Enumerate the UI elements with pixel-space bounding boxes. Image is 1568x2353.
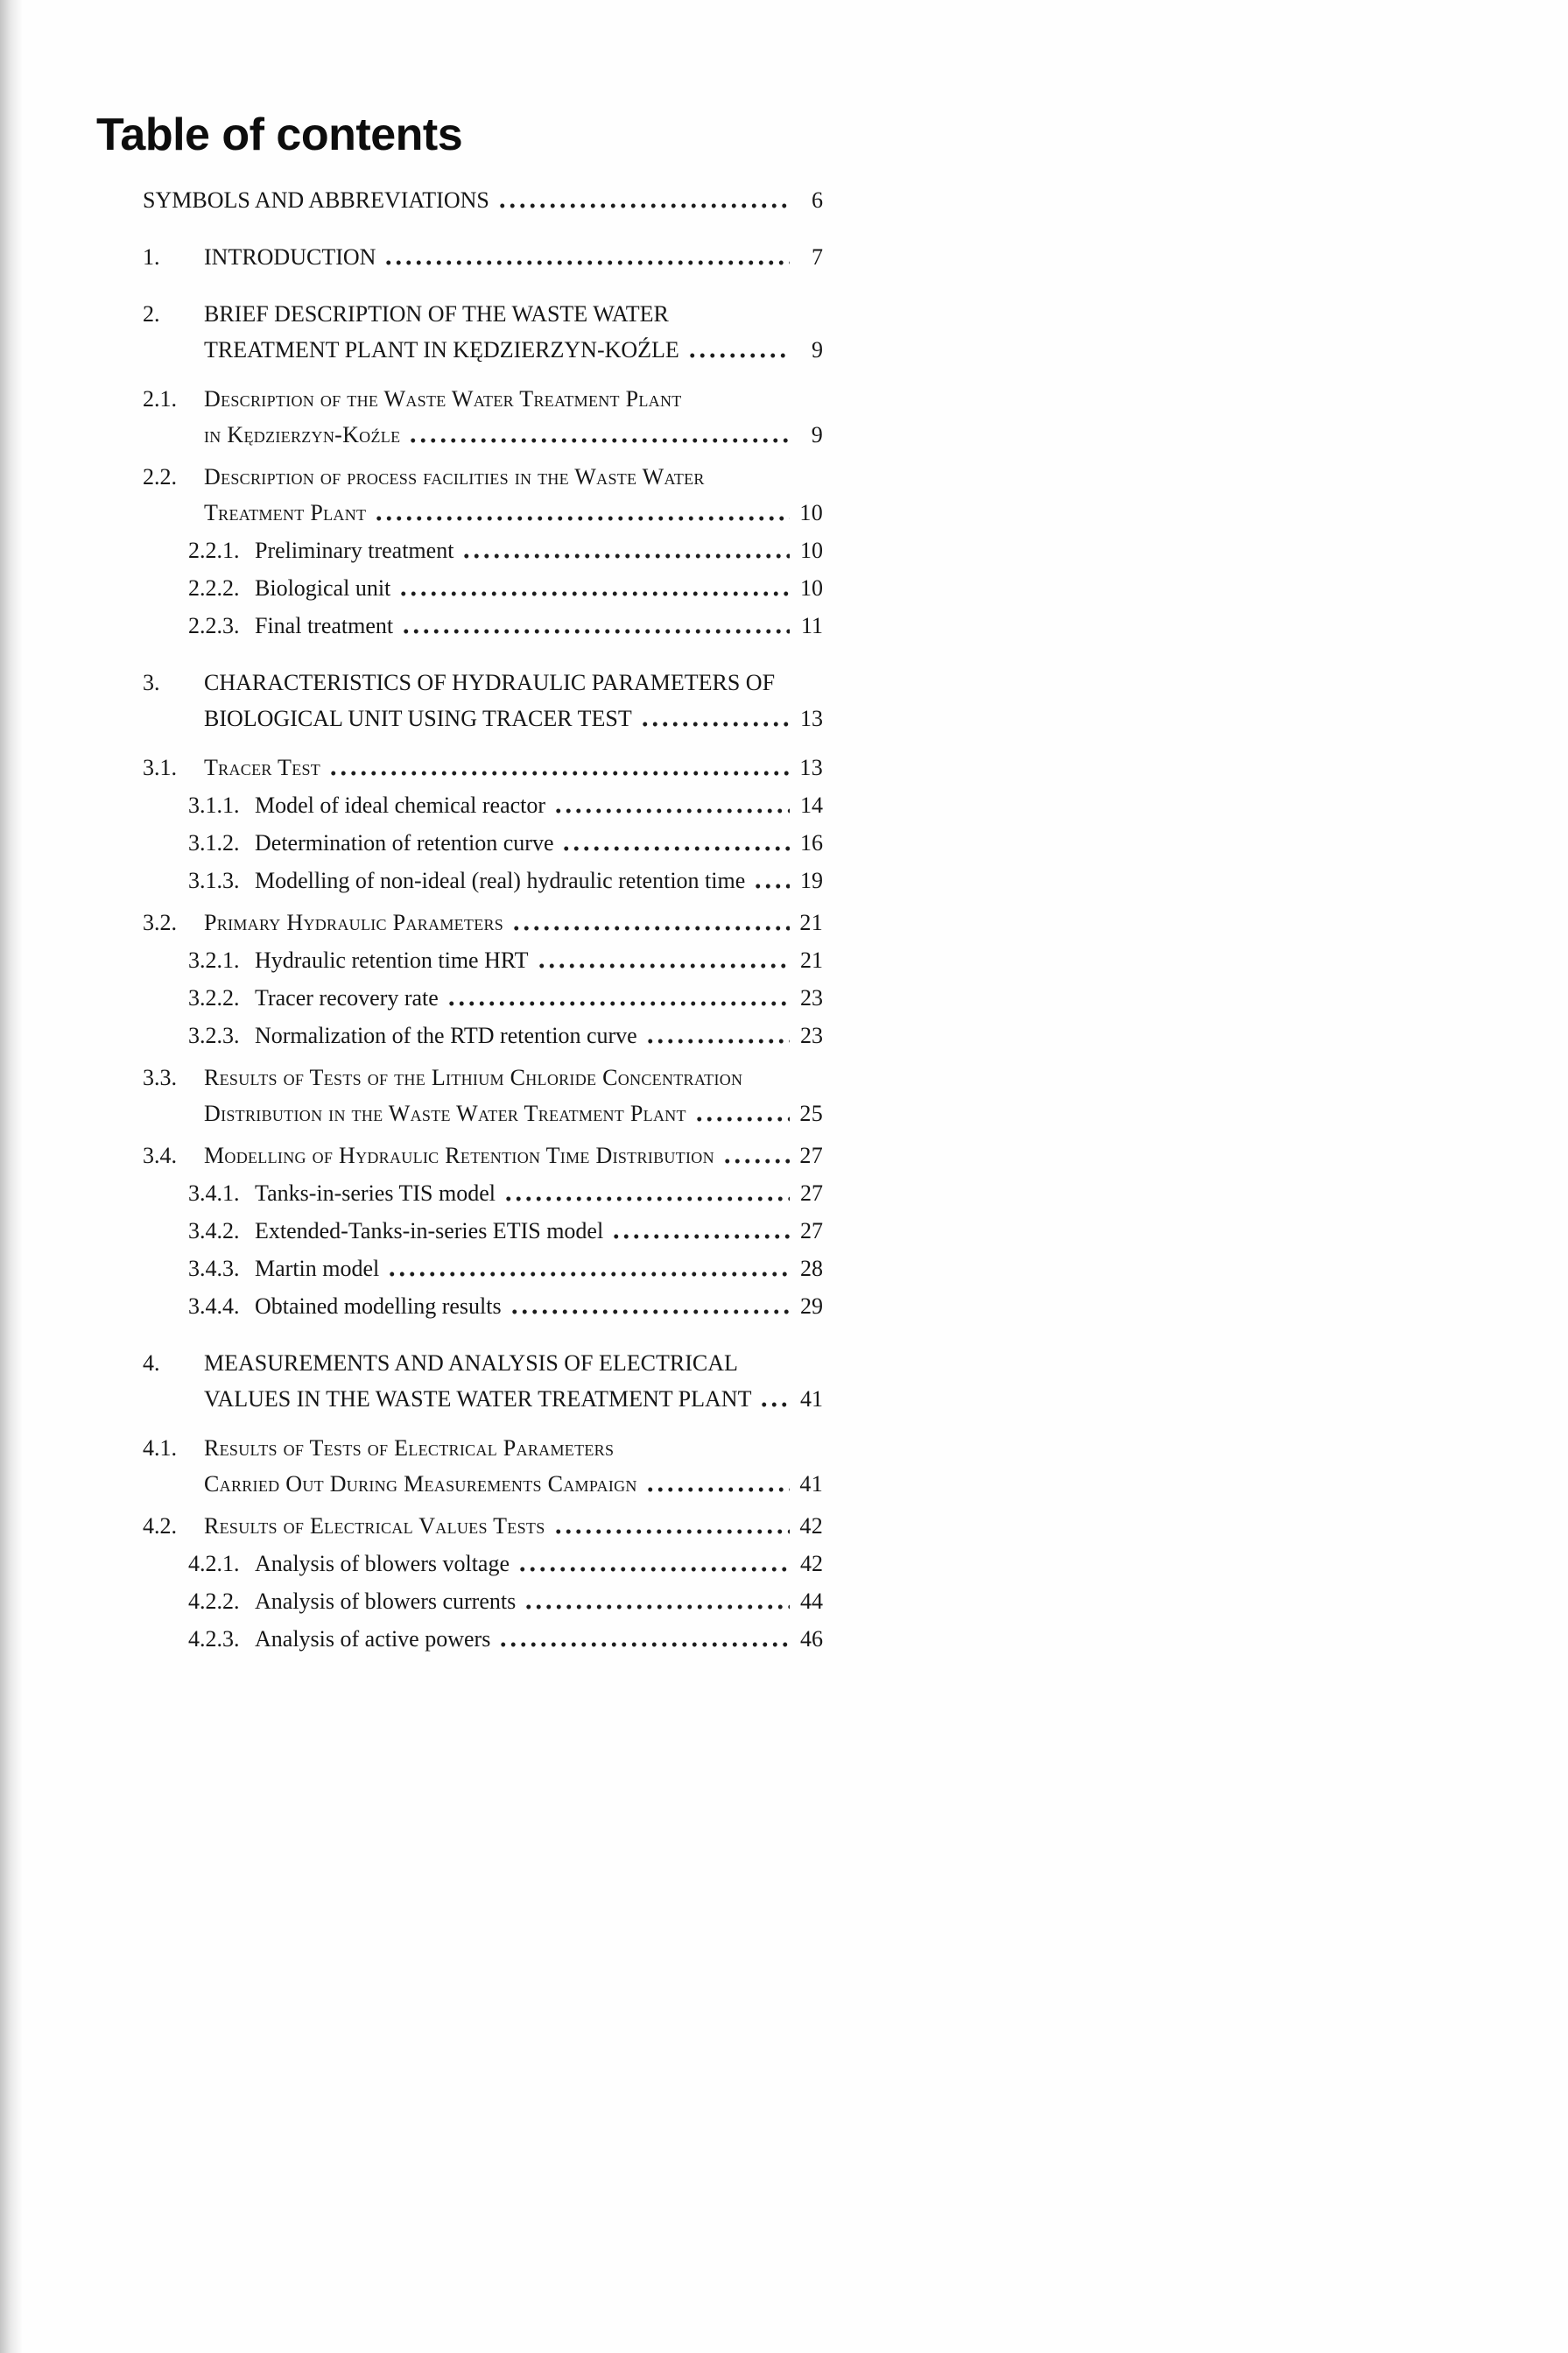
entry-text: Tanks-in-series TIS model — [255, 1180, 496, 1206]
entry-number: 4. — [143, 1350, 160, 1376]
dot-leader — [385, 1250, 790, 1286]
dot-leader — [382, 239, 790, 275]
entry-text: BRIEF DESCRIPTION OF THE WASTE WATER — [204, 301, 669, 327]
entry-number: 4.1. — [143, 1435, 177, 1461]
dot-leader — [559, 825, 790, 861]
page-number: 41 — [800, 1386, 823, 1412]
toc-entry-3-4-2 — [143, 1213, 823, 1249]
entry-text: Tracer recovery rate — [255, 985, 439, 1011]
entry-text: Tracer Test — [204, 755, 321, 780]
entry-text: Results of Electrical Values Tests — [204, 1513, 545, 1539]
toc-entry-3-1-1 — [143, 787, 823, 823]
page-number: 21 — [799, 910, 823, 935]
scan-edge-shadow — [0, 0, 23, 2353]
entry-text: Analysis of blowers currents — [255, 1589, 517, 1614]
dot-leader — [397, 570, 790, 606]
dot-leader — [552, 787, 790, 823]
dot-leader — [643, 1466, 790, 1502]
dot-leader — [757, 1381, 790, 1417]
page-number: 28 — [800, 1256, 823, 1281]
toc-entry-1 — [143, 239, 823, 275]
dot-leader — [516, 1546, 790, 1582]
entry-number: 3.4.2. — [188, 1218, 240, 1243]
toc-entry-symbols — [143, 182, 823, 218]
entry-text: Analysis of blowers voltage — [255, 1551, 510, 1576]
entry-text: Treatment Plant — [204, 500, 367, 525]
dot-leader — [638, 701, 790, 736]
entry-number: 2.2.1. — [188, 538, 240, 563]
entry-number: 3.4.3. — [188, 1256, 240, 1281]
page-number: 27 — [800, 1218, 823, 1243]
entry-text: Carried Out During Measurements Campaign — [204, 1471, 637, 1497]
entry-text: Description of process facilities in the Waste Water — [204, 464, 705, 490]
dot-leader — [372, 495, 790, 531]
toc-entry-2-2 — [143, 459, 823, 531]
entry-text: MEASUREMENTS AND ANALYSIS OF ELECTRICAL — [204, 1350, 738, 1376]
toc-entry-2 — [143, 296, 823, 368]
entry-text: Preliminary treatment — [255, 538, 454, 563]
dot-leader — [399, 608, 790, 644]
page-number: 10 — [800, 575, 823, 601]
entry-text: Extended-Tanks-in-series ETIS model — [255, 1218, 604, 1243]
toc-entry-3-2-3 — [143, 1018, 823, 1053]
dot-leader — [406, 417, 790, 453]
entry-text: Description of the Waste Water Treatment Plant — [204, 386, 682, 412]
entry-text: Determination of retention curve — [255, 830, 554, 856]
entry-text: CHARACTERISTICS OF HYDRAULIC PARAMETERS OF — [204, 670, 776, 695]
entry-text: TREATMENT PLANT IN KĘDZIERZYN-KOŹLE — [204, 337, 679, 363]
toc-entry-4-1 — [143, 1430, 823, 1502]
dot-leader — [609, 1213, 790, 1249]
toc-entry-3-4-1 — [143, 1175, 823, 1211]
entry-number: 2.1. — [143, 386, 177, 412]
entry-text: Modelling of non-ideal (real) hydraulic retention time — [255, 868, 746, 893]
page-number: 11 — [800, 613, 823, 638]
entry-number: 3.4.4. — [188, 1293, 240, 1319]
page-number: 16 — [800, 830, 823, 856]
entry-number: 3.1.1. — [188, 793, 240, 818]
page-number: 21 — [800, 948, 823, 973]
entry-text: Distribution in the Waste Water Treatment Plant — [204, 1101, 686, 1126]
toc-entry-4-2-2 — [143, 1583, 823, 1619]
toc-entry-2-1 — [143, 381, 823, 453]
toc-entry-4 — [143, 1345, 823, 1417]
entry-text: Martin model — [255, 1256, 380, 1281]
page-number: 46 — [800, 1626, 823, 1652]
dot-leader — [552, 1508, 790, 1544]
page-number: 27 — [799, 1143, 823, 1168]
entry-number: 3.1.3. — [188, 868, 240, 893]
page-number: 14 — [800, 793, 823, 818]
toc-entry-4-2-3 — [143, 1621, 823, 1657]
toc-entry-3-1 — [143, 750, 823, 786]
dot-leader — [643, 1018, 790, 1053]
toc-entry-2-2-3 — [143, 608, 823, 644]
entry-number: 4.2. — [143, 1513, 177, 1539]
entry-text: Analysis of active powers — [255, 1626, 491, 1652]
entry-text: Biological unit — [255, 575, 391, 601]
entry-number: 2. — [143, 301, 160, 327]
page-number: 7 — [812, 244, 823, 270]
page-number: 10 — [799, 500, 823, 525]
entry-number: 3. — [143, 670, 160, 695]
toc-entry-4-2 — [143, 1508, 823, 1544]
page-number: 41 — [799, 1471, 823, 1497]
page-number: 9 — [811, 422, 823, 447]
entry-text: Final treatment — [255, 613, 394, 638]
entry-number: 3.2.3. — [188, 1023, 240, 1048]
toc-entry-3-2-2 — [143, 980, 823, 1016]
entry-number: 3.3. — [143, 1065, 177, 1090]
entry-number: 3.2.2. — [188, 985, 240, 1011]
toc-entry-3-1-2 — [143, 825, 823, 861]
dot-leader — [510, 905, 790, 940]
entry-text: Primary Hydraulic Parameters — [204, 910, 504, 935]
entry-text: INTRODUCTION — [204, 244, 376, 270]
page-number: 44 — [800, 1589, 823, 1614]
page-number: 27 — [800, 1180, 823, 1206]
entry-text: BIOLOGICAL UNIT USING TRACER TEST — [204, 706, 632, 731]
entry-text: Normalization of the RTD retention curve — [255, 1023, 637, 1048]
entry-number: 4.2.2. — [188, 1589, 240, 1614]
dot-leader — [693, 1095, 790, 1131]
entry-number: 3.1. — [143, 755, 177, 780]
entry-number: 3.2.1. — [188, 948, 240, 973]
entry-number: 3.1.2. — [188, 830, 240, 856]
toc-entry-3-4-4 — [143, 1288, 823, 1324]
dot-leader — [508, 1288, 790, 1324]
page-number: 6 — [812, 187, 823, 213]
page-number: 42 — [800, 1551, 823, 1576]
dot-leader — [496, 182, 790, 218]
toc-entry-3-3 — [143, 1060, 823, 1131]
entry-text: in Kędzierzyn-Koźle — [204, 422, 401, 447]
toc-entry-3-2 — [143, 905, 823, 940]
dot-leader — [522, 1583, 790, 1619]
entry-number: 3.2. — [143, 910, 177, 935]
dot-leader — [460, 532, 790, 568]
page-number: 23 — [800, 1023, 823, 1048]
dot-leader — [445, 980, 790, 1016]
page-number: 19 — [800, 868, 823, 893]
dot-leader — [721, 1138, 790, 1173]
toc-entry-2-2-1 — [143, 532, 823, 568]
entry-number: 2.2.3. — [188, 613, 240, 638]
page-number: 13 — [800, 706, 823, 731]
page-number: 10 — [800, 538, 823, 563]
entry-text: Results of Tests of Electrical Parameters — [204, 1435, 615, 1461]
entry-number: 2.2.2. — [188, 575, 240, 601]
toc-entry-3 — [143, 665, 823, 736]
toc-entry-3-1-3 — [143, 863, 823, 898]
dot-leader — [327, 750, 790, 786]
page-number: 23 — [800, 985, 823, 1011]
entry-number: 3.4.1. — [188, 1180, 240, 1206]
dot-leader — [535, 942, 790, 978]
entry-text: Modelling of Hydraulic Retention Time Distribution — [204, 1143, 714, 1168]
toc-entry-3-2-1 — [143, 942, 823, 978]
entry-text: Results of Tests of the Lithium Chloride Concentration — [204, 1065, 743, 1090]
table-of-contents — [143, 182, 823, 1657]
toc-entry-3-4-3 — [143, 1250, 823, 1286]
toc-entry-2-2-2 — [143, 570, 823, 606]
entry-number: 3.4. — [143, 1143, 177, 1168]
toc-entry-4-2-1 — [143, 1546, 823, 1582]
dot-leader — [751, 863, 790, 898]
entry-number: 1. — [143, 244, 160, 270]
entry-text: Hydraulic retention time HRT — [255, 948, 529, 973]
entry-text: Model of ideal chemical reactor — [255, 793, 546, 818]
entry-number: 4.2.1. — [188, 1551, 240, 1576]
page-number: 25 — [799, 1101, 823, 1126]
dot-leader — [496, 1621, 790, 1657]
page-number: 9 — [812, 337, 823, 363]
page-number: 13 — [799, 755, 823, 780]
entry-text: SYMBOLS AND ABBREVIATIONS — [143, 187, 489, 213]
entry-text: VALUES IN THE WASTE WATER TREATMENT PLANT — [204, 1386, 752, 1412]
entry-text: Obtained modelling results — [255, 1293, 502, 1319]
page-title: Table of contents — [96, 109, 463, 160]
toc-entry-3-4 — [143, 1138, 823, 1173]
entry-number: 4.2.3. — [188, 1626, 240, 1652]
dot-leader — [686, 332, 790, 368]
page-number: 42 — [799, 1513, 823, 1539]
entry-number: 2.2. — [143, 464, 177, 490]
page-number: 29 — [800, 1293, 823, 1319]
dot-leader — [502, 1175, 790, 1211]
